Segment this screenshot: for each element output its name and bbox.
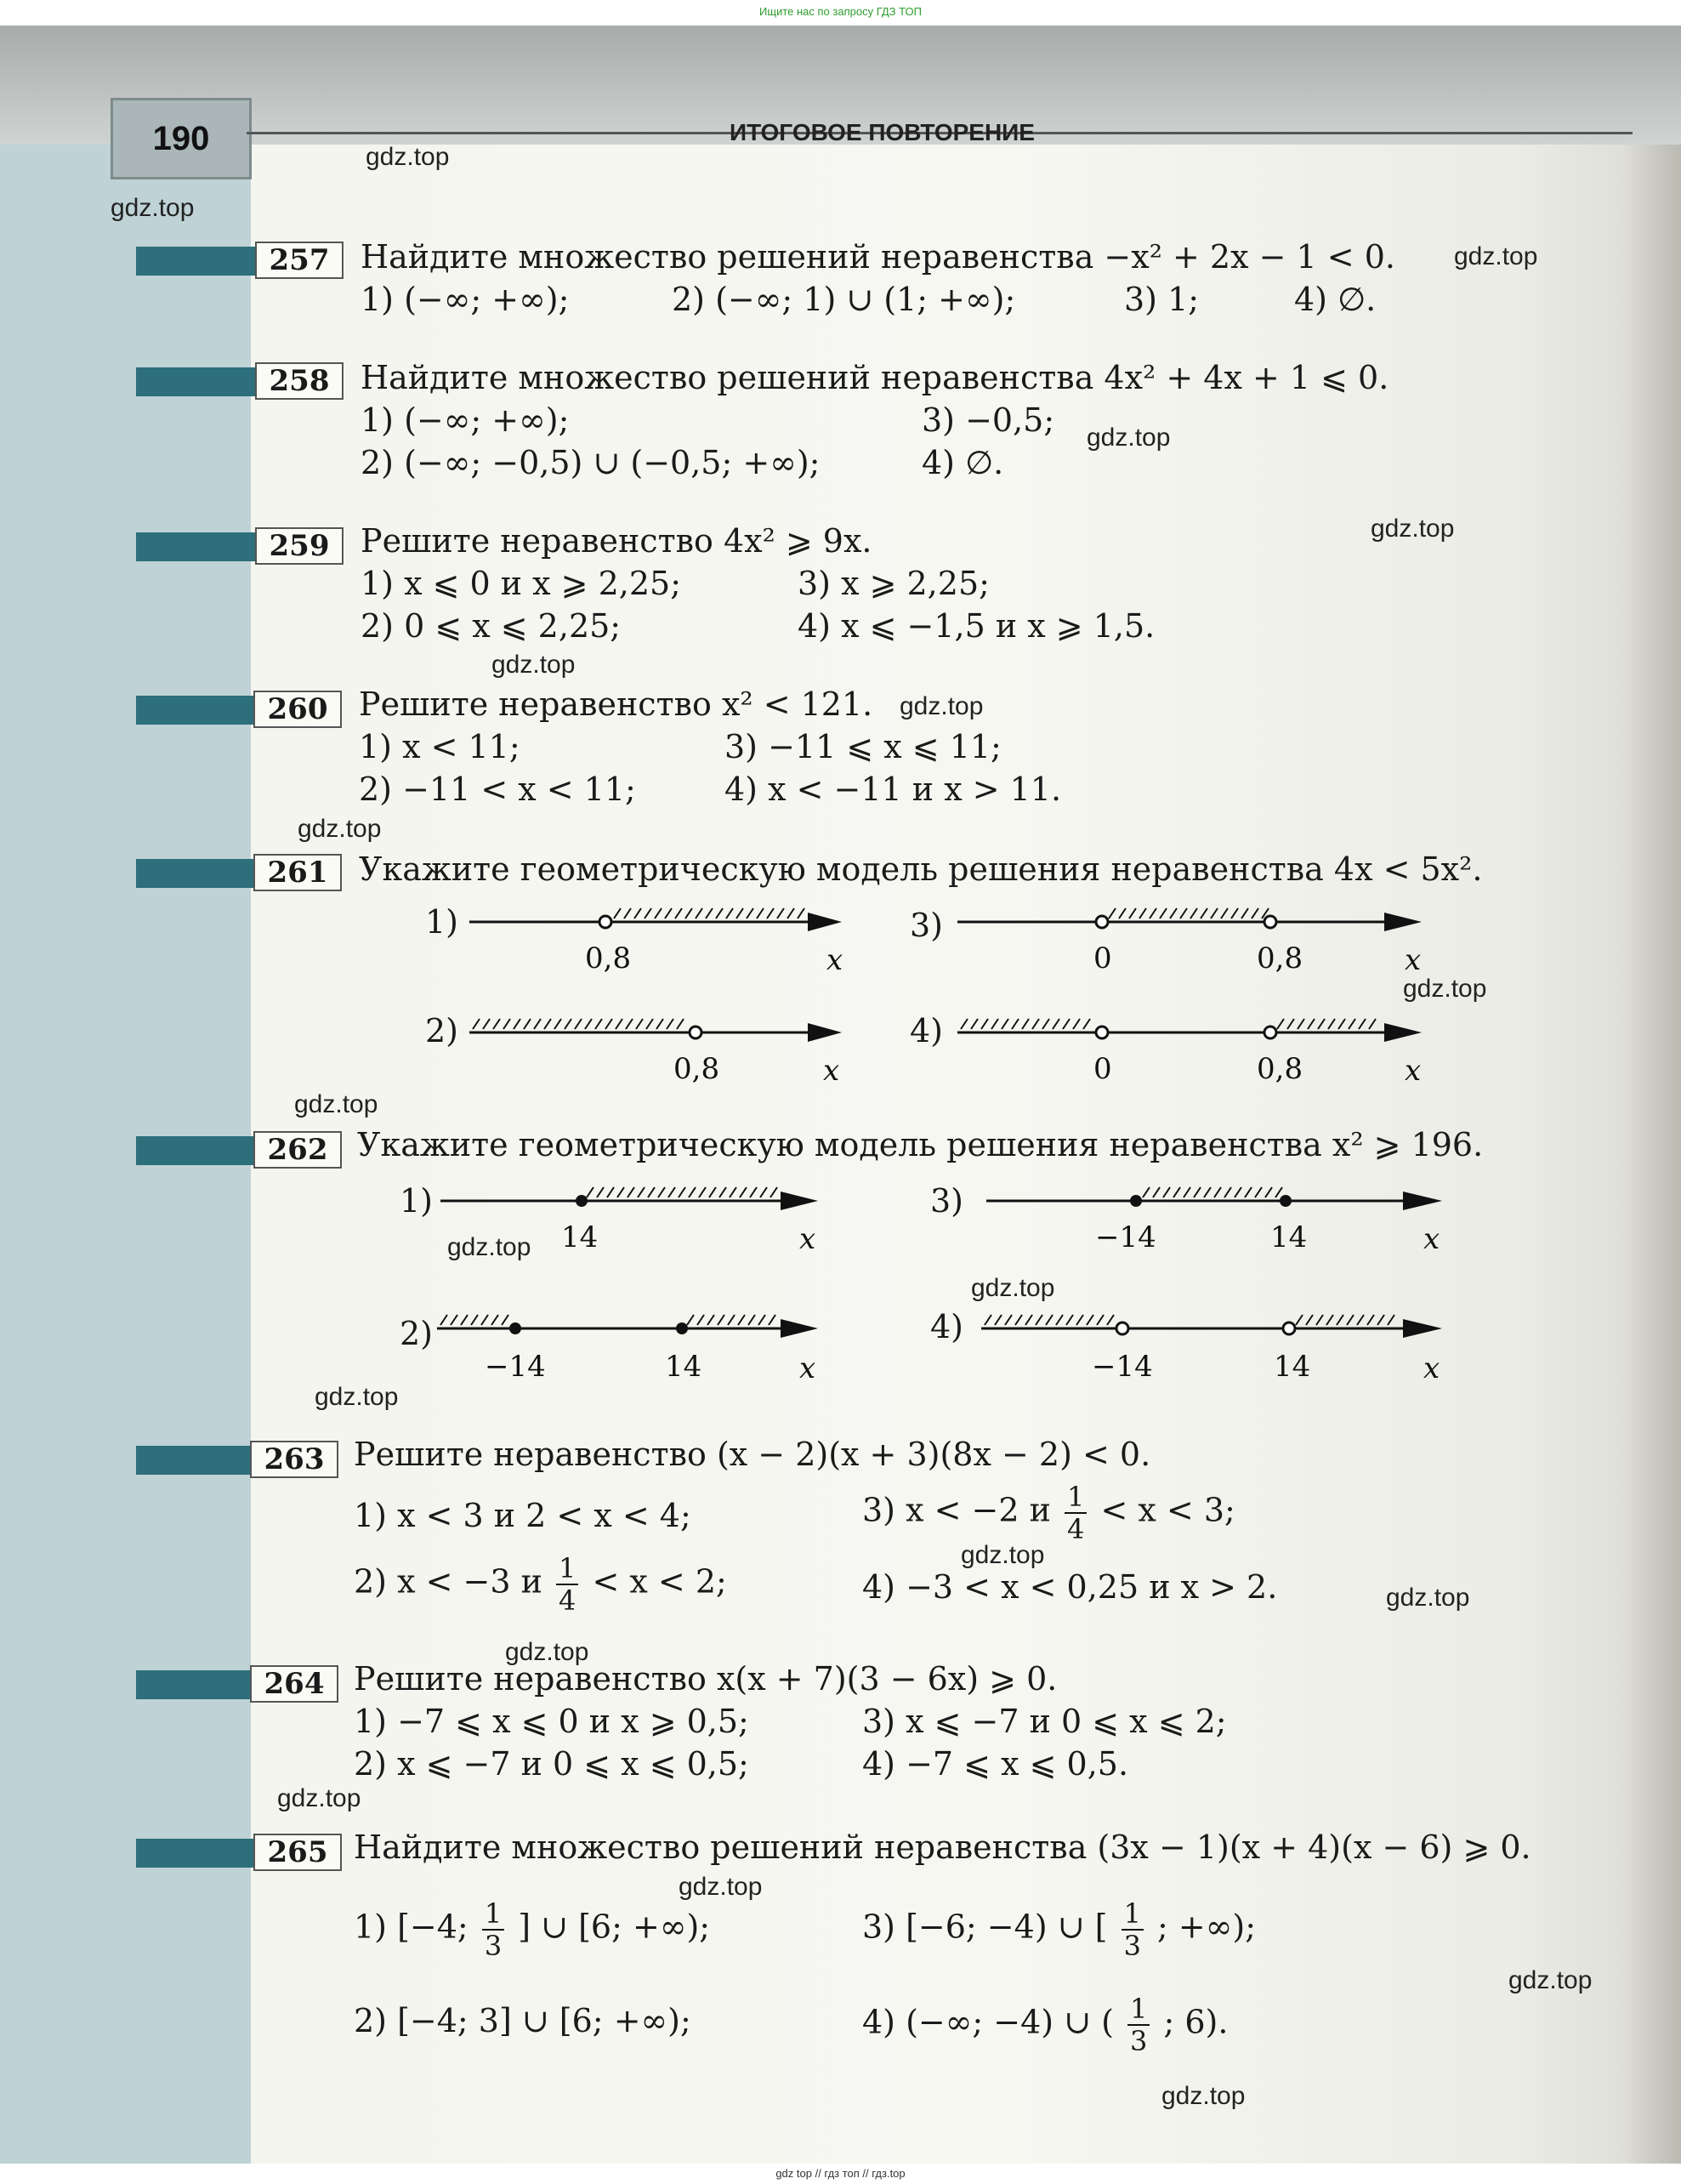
answer-option-1: 1) [−4; $\frac{1}{3}$ ] ∪ [6; +∞); — [354, 1897, 711, 1962]
watermark: gdz.top — [1454, 242, 1538, 270]
problem-number-bar — [136, 1670, 264, 1699]
problem-number: 259 — [255, 527, 344, 565]
number-line-262-1 — [440, 1187, 818, 1256]
fraction: $\frac{1}{3}$ — [1127, 1995, 1150, 2055]
answer-option: 1) x < 3 и 2 < x < 4; — [354, 1497, 691, 1534]
watermark: gdz.top — [1403, 975, 1487, 1003]
problem-statement: Решите неравенство x(x + 7)(3 − 6x) ⩾ 0. — [354, 1660, 1058, 1698]
axis-variable: x — [823, 1054, 840, 1088]
answer-option: 3) — [930, 1182, 964, 1220]
answer-option: 3) x ⩽ −7 и 0 ⩽ x ⩽ 2; — [862, 1703, 1227, 1740]
answer-option: 2) −11 < x < 11; — [359, 771, 636, 808]
tick-label: 0,8 — [673, 1052, 720, 1086]
axis-variable: x — [1423, 1222, 1440, 1256]
answer-option: 3) — [910, 907, 944, 944]
tick-label: 14 — [1270, 1220, 1308, 1254]
answer-option: 3) x ⩾ 2,25; — [798, 565, 990, 602]
watermark: gdz.top — [1386, 1584, 1470, 1612]
watermark: gdz.top — [1371, 515, 1455, 543]
number-line-262-2 — [437, 1315, 818, 1385]
problem-number: 260 — [253, 691, 342, 728]
answer-option: 4) ∅. — [1294, 281, 1377, 318]
answer-option: 4) — [910, 1012, 944, 1049]
axis-variable: x — [826, 943, 843, 977]
tick-label: −14 — [1092, 1350, 1153, 1384]
axis-variable: x — [1405, 943, 1422, 977]
watermark: gdz.top — [294, 1090, 378, 1118]
problem-statement: Укажите геометрическую модель решения неравенства x² ⩾ 196. — [357, 1126, 1484, 1163]
tick-label: 0 — [1093, 941, 1112, 975]
bottom-banner-text: gdz top // гдз топ // гдз.top — [775, 2167, 906, 2180]
tick-label: 14 — [561, 1220, 599, 1254]
page-number: 190 — [111, 98, 252, 179]
problem-number: 265 — [253, 1834, 342, 1871]
tick-label: 0,8 — [1257, 1052, 1303, 1086]
watermark: gdz.top — [491, 651, 576, 679]
problem-statement: Решите неравенство (x − 2)(x + 3)(8x − 2) < 0. — [354, 1436, 1151, 1473]
axis-variable: x — [1423, 1351, 1440, 1385]
answer-option-2: 2) x < −3 и $\frac{1}{4}$ < x < 2; — [354, 1552, 727, 1617]
answer-option: 3) 1; — [1124, 281, 1200, 318]
answer-option-3: 3) x < −2 и $\frac{1}{4}$ < x < 3; — [862, 1481, 1235, 1545]
problem-statement: Найдите множество решений неравенства (3x − 1)(x + 4)(x − 6) ⩾ 0. — [354, 1829, 1531, 1866]
answer-option: 1) (−∞; +∞); — [361, 401, 570, 439]
problem-number-bar — [136, 1446, 264, 1475]
answer-option: 2) — [400, 1315, 434, 1352]
answer-option: 1) x < 11; — [359, 728, 520, 765]
section-title: ИТОГОВОЕ ПОВТОРЕНИЕ — [730, 119, 1035, 145]
watermark: gdz.top — [447, 1233, 531, 1261]
tick-label: −14 — [485, 1350, 546, 1384]
answer-option: 4) −3 < x < 0,25 и x > 2. — [862, 1568, 1278, 1606]
answer-option: 4) ∅. — [922, 444, 1004, 481]
tick-label: −14 — [1095, 1220, 1156, 1254]
tick-label: 14 — [1274, 1350, 1311, 1384]
watermark: gdz.top — [679, 1873, 763, 1901]
watermark: gdz.top — [900, 692, 984, 720]
problem-number: 263 — [250, 1441, 338, 1478]
answer-option: 4) x ⩽ −1,5 и x ⩾ 1,5. — [798, 607, 1156, 645]
answer-option: 2) x ⩽ −7 и 0 ⩽ x ⩽ 0,5; — [354, 1745, 749, 1783]
watermark: gdz.top — [505, 1638, 589, 1666]
answer-option: 2) 0 ⩽ x ⩽ 2,25; — [361, 607, 622, 645]
axis-variable: x — [1405, 1054, 1422, 1088]
top-banner-text: Ищите нас по запросу ГДЗ ТОП — [759, 5, 922, 18]
watermark: gdz.top — [277, 1784, 361, 1812]
number-line-262-3 — [986, 1187, 1442, 1256]
number-line-262-4 — [981, 1315, 1442, 1385]
tick-label: 14 — [665, 1350, 702, 1384]
answer-option: 4) −7 ⩽ x ⩽ 0,5. — [862, 1745, 1129, 1783]
answer-option: 4) — [930, 1308, 964, 1345]
number-line-261-4 — [957, 1019, 1422, 1088]
answer-option: 1) (−∞; +∞); — [361, 281, 570, 318]
tick-label: 0,8 — [1257, 941, 1303, 975]
watermark: gdz.top — [366, 143, 450, 171]
watermark: gdz.top — [971, 1274, 1055, 1302]
answer-option: 4) x < −11 и x > 11. — [724, 771, 1062, 808]
problem-number: 258 — [255, 362, 344, 400]
answer-option-4: 4) (−∞; −4) ∪ ( $\frac{1}{3}$ ; 6). — [862, 1993, 1229, 2057]
fraction: $\frac{1}{3}$ — [482, 1900, 504, 1959]
problem-number-bar — [136, 1839, 264, 1868]
answer-option: 2) (−∞; 1) ∪ (1; +∞); — [672, 281, 1016, 318]
problem-statement: Решите неравенство x² < 121. — [359, 685, 873, 723]
answer-option-3: 3) [−6; −4) ∪ [ $\frac{1}{3}$ ; +∞); — [862, 1897, 1257, 1962]
answer-option: 2) [−4; 3] ∪ [6; +∞); — [354, 2002, 691, 2039]
answer-option: 2) (−∞; −0,5) ∪ (−0,5; +∞); — [361, 444, 821, 481]
answer-option: 3) −0,5; — [922, 401, 1055, 439]
answer-option: 1) — [400, 1182, 434, 1220]
watermark: gdz.top — [1508, 1966, 1593, 1994]
answer-option: 3) −11 ⩽ x ⩽ 11; — [724, 728, 1002, 765]
problem-number: 264 — [250, 1665, 338, 1703]
watermark: gdz.top — [111, 194, 195, 222]
problem-number: 262 — [253, 1131, 342, 1169]
tick-label: 0 — [1093, 1052, 1112, 1086]
answer-option: 1) −7 ⩽ x ⩽ 0 и x ⩾ 0,5; — [354, 1703, 749, 1740]
axis-variable: x — [799, 1222, 816, 1256]
number-line-261-2 — [469, 1019, 842, 1088]
axis-variable: x — [799, 1351, 816, 1385]
answer-option: 1) x ⩽ 0 и x ⩾ 2,25; — [361, 565, 682, 602]
answer-option: 2) — [425, 1012, 459, 1049]
tick-label: 0,8 — [585, 941, 632, 975]
problem-number: 261 — [253, 854, 342, 891]
watermark: gdz.top — [298, 815, 382, 843]
fraction: $\frac{1}{4}$ — [1065, 1483, 1087, 1543]
problem-statement: Найдите множество решений неравенства 4x² + 4x + 1 ⩽ 0. — [361, 359, 1389, 396]
number-line-261-3 — [957, 908, 1422, 977]
problem-statement: Решите неравенство 4x² ⩾ 9x. — [361, 522, 872, 560]
number-line-261-1 — [469, 908, 843, 977]
watermark: gdz.top — [1087, 424, 1171, 452]
answer-option: 1) — [425, 903, 459, 941]
watermark: gdz.top — [961, 1541, 1045, 1569]
watermark: gdz.top — [315, 1383, 399, 1411]
fraction: $\frac{1}{3}$ — [1122, 1900, 1144, 1959]
problem-number-bar — [136, 1136, 264, 1165]
watermark: gdz.top — [1161, 2082, 1246, 2110]
problem-statement: Укажите геометрическую модель решения неравенства 4x < 5x². — [359, 850, 1483, 888]
problem-number: 257 — [255, 242, 344, 279]
bottom-banner — [0, 2164, 1681, 2184]
fraction: $\frac{1}{4}$ — [556, 1555, 578, 1614]
problem-statement: Найдите множество решений неравенства −x² + 2x − 1 < 0. — [361, 238, 1395, 276]
